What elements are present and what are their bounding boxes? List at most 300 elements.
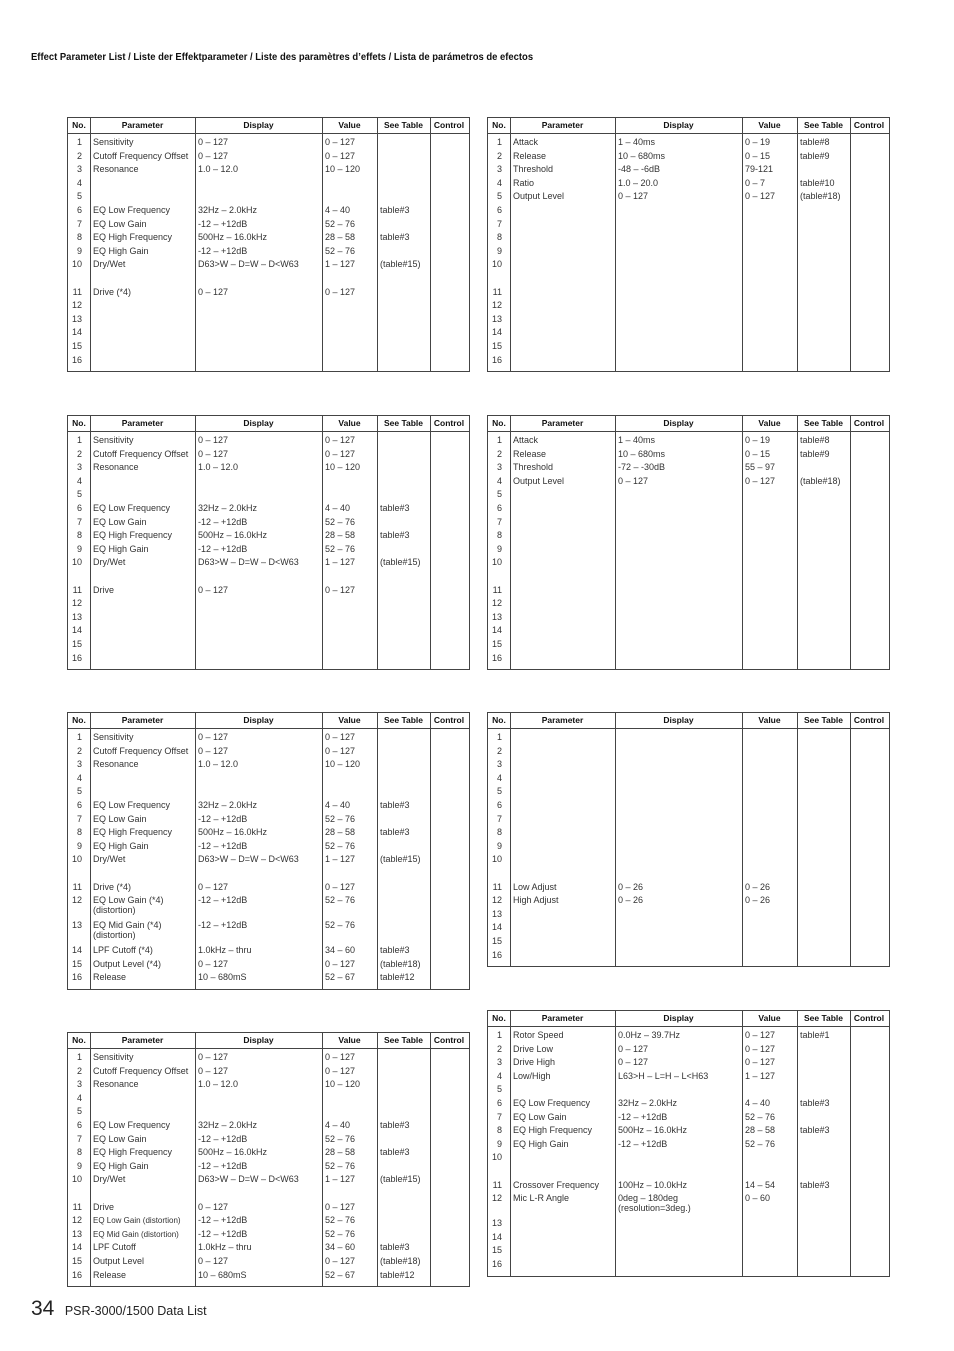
column-header: Display — [663, 715, 694, 725]
table-row — [68, 772, 469, 786]
row-number: 6 — [76, 204, 82, 215]
value-range: 28 – 58 — [325, 827, 356, 838]
display-range: -12 – +12dB — [618, 1138, 668, 1149]
parameter-name: Threshold — [513, 164, 554, 175]
display-range-line2: (resolution=3deg.) — [618, 1203, 691, 1214]
parameter-name: EQ Low Frequency — [93, 799, 171, 810]
display-range: -48 – -6dB — [618, 164, 661, 175]
parameter-table — [487, 117, 890, 372]
parameter-name: Sensitivity — [93, 1052, 134, 1062]
column-header: Parameter — [541, 715, 584, 725]
table-row — [488, 163, 889, 177]
page-title: Effect Parameter List / Liste der Effektparameter / Liste des paramètres d’effets / Lista de parámetros de efectos — [31, 51, 534, 63]
row-number: 14 — [71, 327, 82, 338]
value-range: 0 – 127 — [325, 448, 356, 459]
parameter-name: EQ Low Frequency — [93, 204, 171, 215]
table-row — [488, 1138, 889, 1152]
parameter-name: EQ High Frequency — [93, 1147, 173, 1158]
parameter-name: Cutoff Frequency Offset — [93, 1065, 189, 1076]
row-number: 13 — [491, 611, 502, 622]
column-divider — [377, 1033, 378, 1286]
parameter-table — [487, 415, 890, 670]
row-number: 1 — [76, 435, 82, 445]
value-range: 52 – 76 — [325, 813, 356, 824]
table-row — [68, 502, 469, 516]
column-header: Display — [243, 120, 274, 130]
see-table-ref: (table#15) — [380, 1174, 421, 1185]
row-number: 12 — [491, 895, 502, 906]
row-spacer — [488, 272, 889, 286]
see-table-ref: table#1 — [800, 1030, 830, 1040]
parameter-name: Dry/Wet — [93, 557, 126, 568]
parameter-name: EQ Mid Gain (distortion) — [93, 1229, 179, 1239]
table-row — [68, 1065, 469, 1079]
value-range: 4 – 40 — [745, 1097, 771, 1108]
value-range: 0 – 127 — [325, 1201, 356, 1212]
display-range: 0.0Hz – 39.7Hz — [618, 1030, 681, 1040]
table-row — [488, 258, 889, 272]
column-divider — [430, 713, 431, 989]
column-header: Display — [243, 418, 274, 428]
parameter-name: Dry/Wet — [93, 259, 126, 270]
display-range: -12 – +12dB — [198, 543, 248, 554]
column-header: Control — [853, 715, 885, 725]
table-row — [68, 758, 469, 772]
display-range: -12 – +12dB — [198, 813, 248, 824]
column-header: Control — [853, 418, 885, 428]
value-range: 14 – 54 — [745, 1179, 776, 1190]
table-row — [488, 218, 889, 232]
table-row — [488, 826, 889, 840]
row-number: 5 — [76, 191, 82, 202]
table-row — [68, 218, 469, 232]
display-range: 0 – 127 — [618, 1057, 649, 1068]
parameter-name: EQ Low Gain — [93, 1133, 147, 1144]
value-range: 79-121 — [745, 164, 774, 175]
see-table-ref: table#10 — [800, 177, 835, 188]
row-number: 16 — [71, 354, 82, 365]
row-number: 2 — [496, 745, 502, 756]
table-row — [68, 1105, 469, 1119]
column-divider — [615, 416, 616, 669]
table-row — [488, 638, 889, 652]
table-row — [68, 1269, 469, 1283]
table-row — [68, 516, 469, 530]
table-row — [68, 611, 469, 625]
parameter-name: Output Level — [513, 191, 565, 202]
parameter-name — [93, 894, 194, 915]
column-header: No. — [72, 120, 86, 130]
table-row — [488, 326, 889, 340]
table-row — [488, 245, 889, 259]
table-row — [68, 313, 469, 327]
table-row — [488, 177, 889, 191]
parameter-name: Dry/Wet — [93, 1174, 126, 1185]
row-spacer — [68, 570, 469, 584]
row-spacer — [488, 570, 889, 584]
column-header: Parameter — [121, 120, 164, 130]
table-row — [68, 163, 469, 177]
value-range: 0 – 127 — [325, 286, 356, 297]
display-range: 0 – 127 — [198, 435, 229, 445]
table-row — [488, 313, 889, 327]
row-number: 1 — [496, 137, 502, 147]
table-row — [488, 461, 889, 475]
row-number: 8 — [76, 530, 82, 541]
table-row — [488, 935, 889, 949]
row-number: 3 — [76, 1079, 82, 1090]
table-row — [488, 1029, 889, 1043]
table-row — [68, 190, 469, 204]
table-row — [68, 1201, 469, 1215]
row-number: 12 — [71, 300, 82, 311]
table-row — [488, 434, 889, 448]
column-header: Parameter — [541, 418, 584, 428]
column-divider — [742, 416, 743, 669]
row-number: 14 — [71, 625, 82, 636]
display-range: -12 – +12dB — [198, 516, 248, 527]
value-range: 52 – 76 — [325, 543, 356, 554]
parameter-name: Resonance — [93, 1079, 139, 1090]
table-row — [68, 543, 469, 557]
see-table-ref: table#8 — [800, 137, 830, 147]
row-number: 9 — [76, 840, 82, 851]
row-number: 8 — [76, 232, 82, 243]
table-row — [488, 1217, 889, 1231]
display-range: 0 – 127 — [198, 732, 229, 742]
table-row — [68, 731, 469, 745]
value-range: 28 – 58 — [325, 1147, 356, 1158]
parameter-name: EQ High Gain — [93, 840, 149, 851]
table-row — [488, 652, 889, 666]
table-row — [488, 624, 889, 638]
display-range: 10 – 680mS — [198, 1269, 247, 1280]
table-row — [488, 556, 889, 570]
table-row — [488, 1244, 889, 1258]
display-range: 32Hz – 2.0kHz — [198, 204, 258, 215]
table-row — [488, 1192, 889, 1217]
row-number: 4 — [76, 177, 82, 188]
parameter-name: Low/High — [513, 1070, 551, 1081]
table-row — [68, 853, 469, 867]
see-table-ref: table#12 — [380, 1269, 415, 1280]
column-header: See Table — [803, 715, 844, 725]
row-number: 1 — [76, 732, 82, 742]
parameter-table — [487, 712, 890, 967]
value-range: 0 – 127 — [325, 1065, 356, 1076]
table-row — [68, 624, 469, 638]
table-row — [68, 894, 469, 919]
row-number: 8 — [496, 530, 502, 541]
row-number: 7 — [76, 813, 82, 824]
column-divider — [797, 713, 798, 966]
column-header: Control — [433, 418, 465, 428]
parameter-name: Drive (*4) — [93, 881, 132, 892]
row-number: 1 — [496, 1030, 502, 1040]
row-number: 14 — [491, 922, 502, 933]
row-number: 15 — [491, 1245, 502, 1256]
column-divider — [510, 713, 511, 966]
value-range: 0 – 127 — [325, 958, 356, 969]
display-range-line1: 0deg – 180deg — [618, 1193, 679, 1204]
row-number: 3 — [76, 164, 82, 175]
column-divider — [797, 416, 798, 669]
value-range: 4 – 40 — [325, 799, 351, 810]
table-row — [488, 340, 889, 354]
table-row — [68, 652, 469, 666]
table-row — [68, 177, 469, 191]
row-number: 16 — [71, 652, 82, 663]
table-row — [68, 785, 469, 799]
row-number: 15 — [491, 935, 502, 946]
row-number: 13 — [71, 920, 82, 931]
display-range: 0 – 127 — [198, 1065, 229, 1076]
row-number: 12 — [71, 895, 82, 906]
value-range: 1 – 127 — [325, 259, 356, 270]
table-row — [488, 894, 889, 908]
page-footer — [31, 1297, 207, 1321]
table-row — [488, 354, 889, 368]
row-number: 11 — [72, 286, 82, 297]
table-row — [488, 543, 889, 557]
display-range: 1.0 – 12.0 — [198, 759, 239, 770]
value-range: 52 – 67 — [325, 972, 356, 983]
value-range: 0 – 127 — [325, 881, 356, 892]
display-range: 32Hz – 2.0kHz — [618, 1097, 678, 1108]
value-range: 52 – 76 — [325, 920, 356, 931]
value-range: 0 – 26 — [745, 881, 771, 892]
column-header: Value — [338, 1035, 361, 1045]
row-number: 9 — [76, 245, 82, 256]
display-range: 0 – 127 — [198, 286, 229, 297]
table-row — [68, 638, 469, 652]
value-range: 4 – 40 — [325, 1119, 351, 1130]
column-header: Parameter — [121, 1035, 164, 1045]
row-number: 5 — [496, 786, 502, 797]
row-number: 7 — [76, 516, 82, 527]
row-number: 9 — [496, 543, 502, 554]
table-row — [488, 1151, 889, 1165]
column-header: See Table — [383, 1035, 424, 1045]
table-row — [68, 475, 469, 489]
display-range: 100Hz – 10.0kHz — [618, 1179, 688, 1190]
column-divider — [377, 118, 378, 371]
value-range: 10 – 120 — [325, 1079, 361, 1090]
parameter-name: Dry/Wet — [93, 854, 126, 865]
parameter-name: Attack — [513, 435, 539, 445]
column-divider — [742, 713, 743, 966]
row-number: 6 — [496, 1097, 502, 1108]
display-range: 1 – 40ms — [618, 137, 656, 147]
see-table-ref: (table#18) — [800, 191, 841, 202]
row-number: 13 — [491, 1218, 502, 1229]
parameter-name: EQ Low Frequency — [93, 1119, 171, 1130]
column-divider — [90, 118, 91, 371]
see-table-ref: table#3 — [380, 1242, 410, 1253]
table-row — [488, 448, 889, 462]
row-number: 8 — [496, 1125, 502, 1136]
value-range: 52 – 76 — [325, 840, 356, 851]
column-divider — [322, 118, 323, 371]
table-row — [488, 1124, 889, 1138]
row-number: 11 — [492, 584, 502, 595]
parameter-name: Drive — [93, 1201, 115, 1212]
value-range: 52 – 67 — [325, 1269, 356, 1280]
row-number: 16 — [491, 354, 502, 365]
value-range: 0 – 127 — [745, 1030, 776, 1040]
column-divider — [322, 1033, 323, 1286]
display-range: 0 – 127 — [198, 881, 229, 892]
table-row — [488, 1043, 889, 1057]
column-header: Control — [433, 1035, 465, 1045]
value-range: 0 – 127 — [325, 584, 356, 595]
table-row — [488, 475, 889, 489]
parameter-name: Release — [93, 1269, 127, 1280]
see-table-ref: (table#18) — [380, 1255, 421, 1266]
row-number: 14 — [71, 945, 82, 956]
display-range: 1.0 – 12.0 — [198, 164, 239, 175]
parameter-name: EQ Low Gain — [93, 516, 147, 527]
column-header: Control — [433, 715, 465, 725]
display-range: 500Hz – 16.0kHz — [618, 1125, 688, 1136]
row-number: 12 — [491, 300, 502, 311]
table-row — [68, 881, 469, 895]
display-range: 1 – 40ms — [618, 435, 656, 445]
parameter-name: EQ High Frequency — [93, 530, 173, 541]
see-table-ref: table#3 — [800, 1097, 830, 1108]
table-row — [68, 1133, 469, 1147]
column-header: See Table — [803, 418, 844, 428]
row-number: 7 — [76, 1133, 82, 1144]
value-range: 0 – 127 — [745, 475, 776, 486]
column-header: Value — [338, 715, 361, 725]
column-header: Value — [758, 1013, 781, 1023]
parameter-table — [67, 1032, 470, 1287]
column-header: See Table — [383, 120, 424, 130]
parameter-name: High Adjust — [513, 895, 559, 906]
table-row — [68, 1146, 469, 1160]
value-range: 0 – 127 — [325, 150, 356, 161]
row-number: 10 — [71, 1174, 82, 1185]
value-range: 1 – 127 — [325, 854, 356, 865]
parameter-name-line2: (distortion) — [93, 930, 136, 941]
column-divider — [850, 713, 851, 966]
column-divider — [90, 713, 91, 989]
see-table-ref: table#3 — [380, 204, 410, 215]
see-table-ref: table#3 — [380, 945, 410, 956]
table-row — [488, 136, 889, 150]
value-range: 0 – 15 — [745, 150, 771, 161]
table-row — [68, 745, 469, 759]
table-row — [68, 971, 469, 985]
table-header — [68, 416, 469, 432]
row-spacer — [68, 1187, 469, 1201]
table-row — [488, 502, 889, 516]
parameter-name: EQ High Gain — [513, 1138, 569, 1149]
column-header: Parameter — [121, 715, 164, 725]
table-row — [68, 1119, 469, 1133]
value-range: 0 – 15 — [745, 448, 771, 459]
column-divider — [195, 416, 196, 669]
column-header: No. — [492, 120, 506, 130]
row-number: 14 — [491, 625, 502, 636]
display-range: 0 – 26 — [618, 895, 644, 906]
column-header: Value — [338, 418, 361, 428]
see-table-ref: table#3 — [380, 502, 410, 513]
parameter-name: Drive High — [513, 1057, 556, 1068]
parameter-name: Mic L-R Angle — [513, 1193, 570, 1204]
row-number: 12 — [71, 598, 82, 609]
table-row — [68, 204, 469, 218]
row-number: 5 — [496, 489, 502, 500]
table-row — [488, 286, 889, 300]
table-row — [488, 921, 889, 935]
row-number: 13 — [491, 908, 502, 919]
table-row — [68, 919, 469, 944]
parameter-name: Ratio — [513, 177, 535, 188]
row-number: 1 — [76, 1052, 82, 1062]
row-number: 7 — [496, 516, 502, 527]
value-range: 52 – 76 — [325, 218, 356, 229]
display-range: -12 – +12dB — [198, 218, 248, 229]
row-number: 3 — [496, 759, 502, 770]
parameter-table — [487, 1010, 890, 1277]
table-header — [488, 118, 889, 134]
parameter-name: EQ Low Gain (distortion) — [93, 1216, 181, 1226]
row-number: 4 — [496, 475, 502, 486]
parameter-name: EQ Low Gain — [93, 218, 147, 229]
parameter-name: EQ Low Gain — [513, 1111, 567, 1122]
column-divider — [377, 713, 378, 989]
value-range: 4 – 40 — [325, 502, 351, 513]
row-number: 4 — [76, 1092, 82, 1103]
row-number: 16 — [491, 652, 502, 663]
row-number: 9 — [496, 245, 502, 256]
table-row — [488, 1111, 889, 1125]
table-row — [68, 340, 469, 354]
value-range: 0 – 127 — [745, 191, 776, 202]
display-range: 0 – 127 — [198, 1255, 229, 1266]
see-table-ref: table#3 — [380, 530, 410, 541]
see-table-ref: table#3 — [380, 1147, 410, 1158]
column-header: No. — [72, 1035, 86, 1045]
row-number: 8 — [496, 827, 502, 838]
table-row — [488, 799, 889, 813]
table-row — [488, 758, 889, 772]
table-row — [68, 354, 469, 368]
row-number: 13 — [71, 1228, 82, 1239]
value-range: 28 – 58 — [745, 1125, 776, 1136]
row-number: 6 — [76, 502, 82, 513]
table-header — [68, 118, 469, 134]
value-range: 1 – 127 — [325, 557, 356, 568]
value-range: 0 – 127 — [325, 1052, 356, 1062]
row-number: 10 — [491, 557, 502, 568]
display-range: 0 – 26 — [618, 881, 644, 892]
parameter-name: Low Adjust — [513, 881, 557, 892]
row-number: 11 — [72, 584, 82, 595]
table-row — [488, 516, 889, 530]
table-row — [68, 1255, 469, 1269]
table-row — [488, 299, 889, 313]
value-range: 34 – 60 — [325, 945, 356, 956]
table-row — [488, 853, 889, 867]
column-header: See Table — [383, 715, 424, 725]
display-range: L63>H – L=H – L<H63 — [618, 1070, 709, 1081]
row-number: 2 — [496, 150, 502, 161]
display-range: 10 – 680ms — [618, 448, 666, 459]
parameter-table — [67, 117, 470, 372]
